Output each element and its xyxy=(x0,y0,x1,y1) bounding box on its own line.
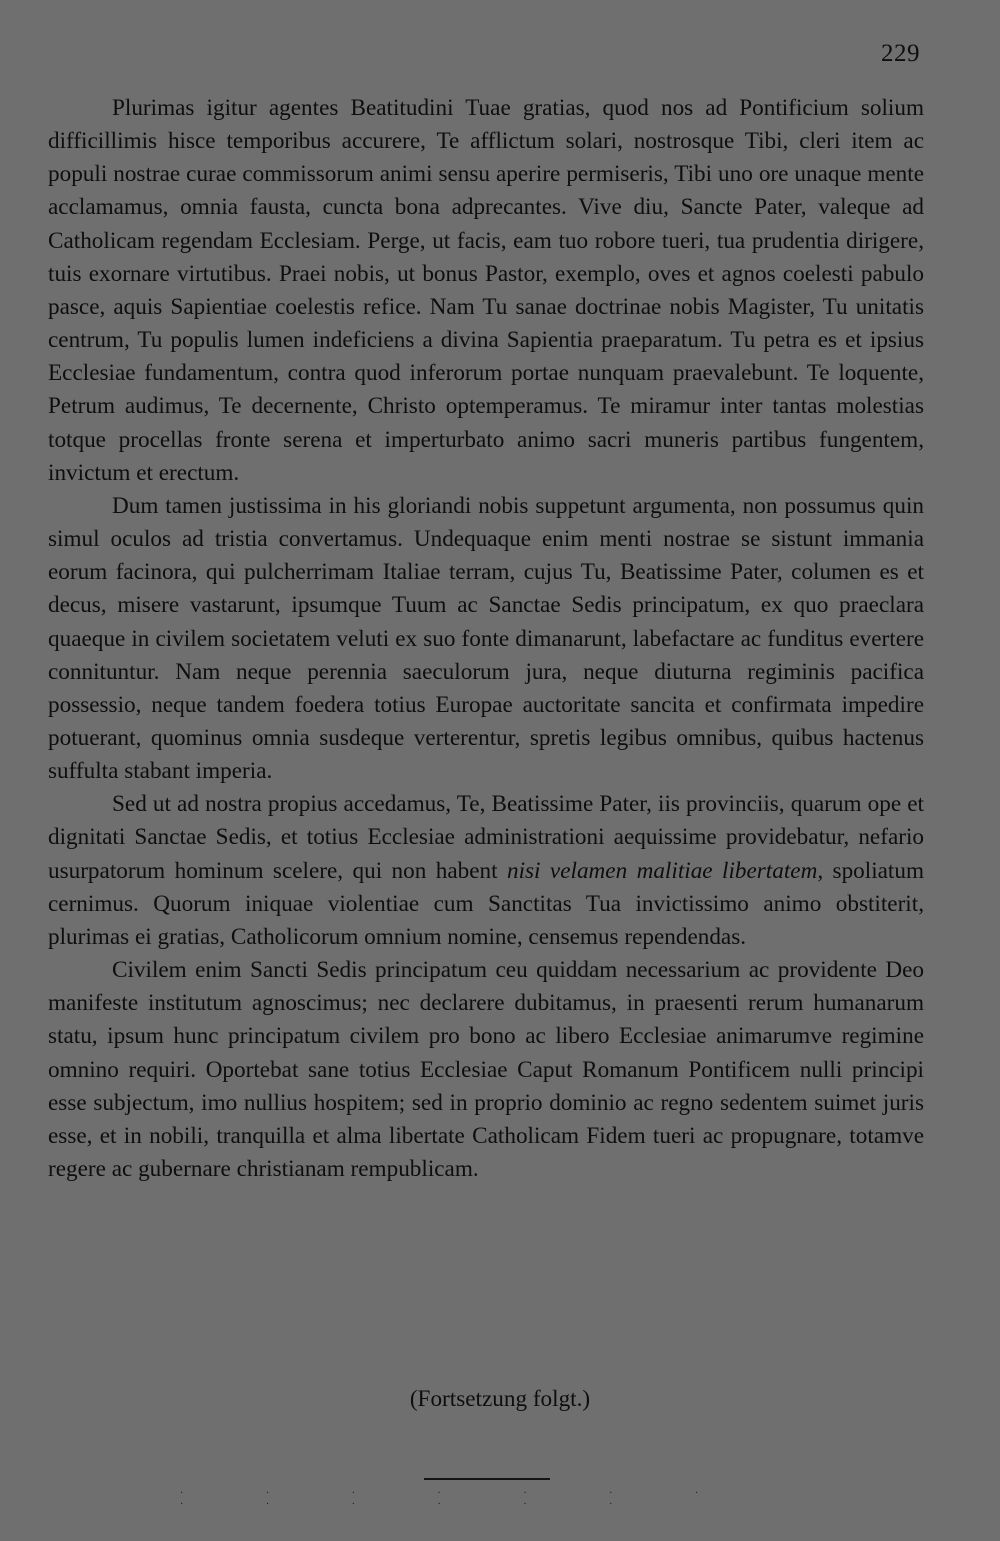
paragraph-4 xyxy=(48,954,924,1186)
continuation-note: (Fortsetzung folgt.) xyxy=(409,1386,591,1412)
footer-rule xyxy=(424,1478,550,1480)
paragraph-1-text: Plurimas igitur agentes Beatitudini Tuae gratias, quod nos ad Pontificium solium difficillimis hisce temporibus accurere, Te afflictum solari, nostrosque Tibi, cleri item ac populi nostrae curae commissorum animi sensu aperire permiseris, Tibi uno ore unaque mente acclamamus, omnia fausta, cuncta bona adprecantes. Vive diu, Sancte Pater, valeque ad Catholicam regendam Ecclesiam. Perge, ut facis, eam tuo robore tueri, tua prudentia dirigere, tuis exornare virtutibus. Praei nobis, ut bonus Pastor, exemplo, oves et agnos coelesti pabulo pasce, aquis Sapientiae coelestis refice. Nam Tu sanae doctrinae nobis Magister, Tu unitatis centrum, Tu populis lumen indeficiens a divina Sapientia praeparatum. Tu petra es et ipsius Ecclesiae fundamentum, contra quod inferorum portae nunquam praevalebunt. Te loquente, Petrum audimus, Te decernente, Christo optemperamus. Te miramur inter tantas molestias totque procellas fronte serena et imperturbato animo sacri muneris partibus fungentem, invictum et erectum. xyxy=(48,95,924,486)
page-number: 229 xyxy=(881,40,920,67)
paragraph-1 xyxy=(48,92,924,490)
paragraph-2 xyxy=(48,490,924,788)
paragraph-3-text-before: Sed ut ad nostra propius accedamus, Te, Beatissime Pater, iis provinciis, quarum ope et dignitati Sanctae Sedis, et totius Ecclesiae administrationi aequissime providebatur, nefario usurpatorum hominum scelere, qui non habent xyxy=(48,791,924,884)
scan-specks: · · · · · · · · · · · · · xyxy=(180,1488,739,1510)
body-text xyxy=(48,92,924,1186)
paragraph-2-text: Dum tamen justissima in his gloriandi nobis suppetunt argumenta, non possumus quin simul oculos ad tristia convertamus. Undequaque enim menti nostrae se sistunt immania eorum facinora, qui pulcherrimam Italiae terram, cujus Tu, Beatissime Pater, columen es et decus, misere vastarunt, ipsumque Tuum ac Sanctae Sedis principatum, ex quo praeclara quaeque in civilem societatem veluti ex suo fonte dimanarunt, labefactare ac funditus evertere connituntur. Nam neque perennia saeculorum jura, neque diuturna regiminis pacifica possessio, neque tandem foedera totius Europae auctoritate sancita et confirmata impedire potuerant, quominus omnia susdeque verterentur, spretis legibus omnibus, quibus hactenus suffulta stabant imperia. xyxy=(48,492,924,785)
paragraph-3-text-after: spoliatum cernimus. Quorum iniquae violentiae cum Sanctitas Tua invictissimo animo obstiterit, plurimas ei gratias, Catholicorum omnium nomine, censemus rependendas. xyxy=(48,857,925,950)
paragraph-4-text: Civilem enim Sancti Sedis principatum ceu quiddam necessarium ac providente Deo manifeste institutum agnoscimus; nec declarere dubitamus, in praesenti rerum humanarum statu, ipsum hunc principatum civilem pro bono ac libero Ecclesiae animarumve regimine omnino requiri. Oportebat sane totius Ecclesiae Caput Romanum Pontificem nulli principi esse subjectum, imo nullius hospitem; sed in proprio dominio ac regno sedentem suimet juris esse, et in nobili, tranquilla et alma libertate Catholicam Fidem tueri ac propugnare, totamve regere ac gubernare christianam rempublicam. xyxy=(48,957,924,1182)
paragraph-3-italic-phrase: nisi velamen malitiae libertatem, xyxy=(507,857,824,884)
paragraph-3 xyxy=(48,788,924,954)
